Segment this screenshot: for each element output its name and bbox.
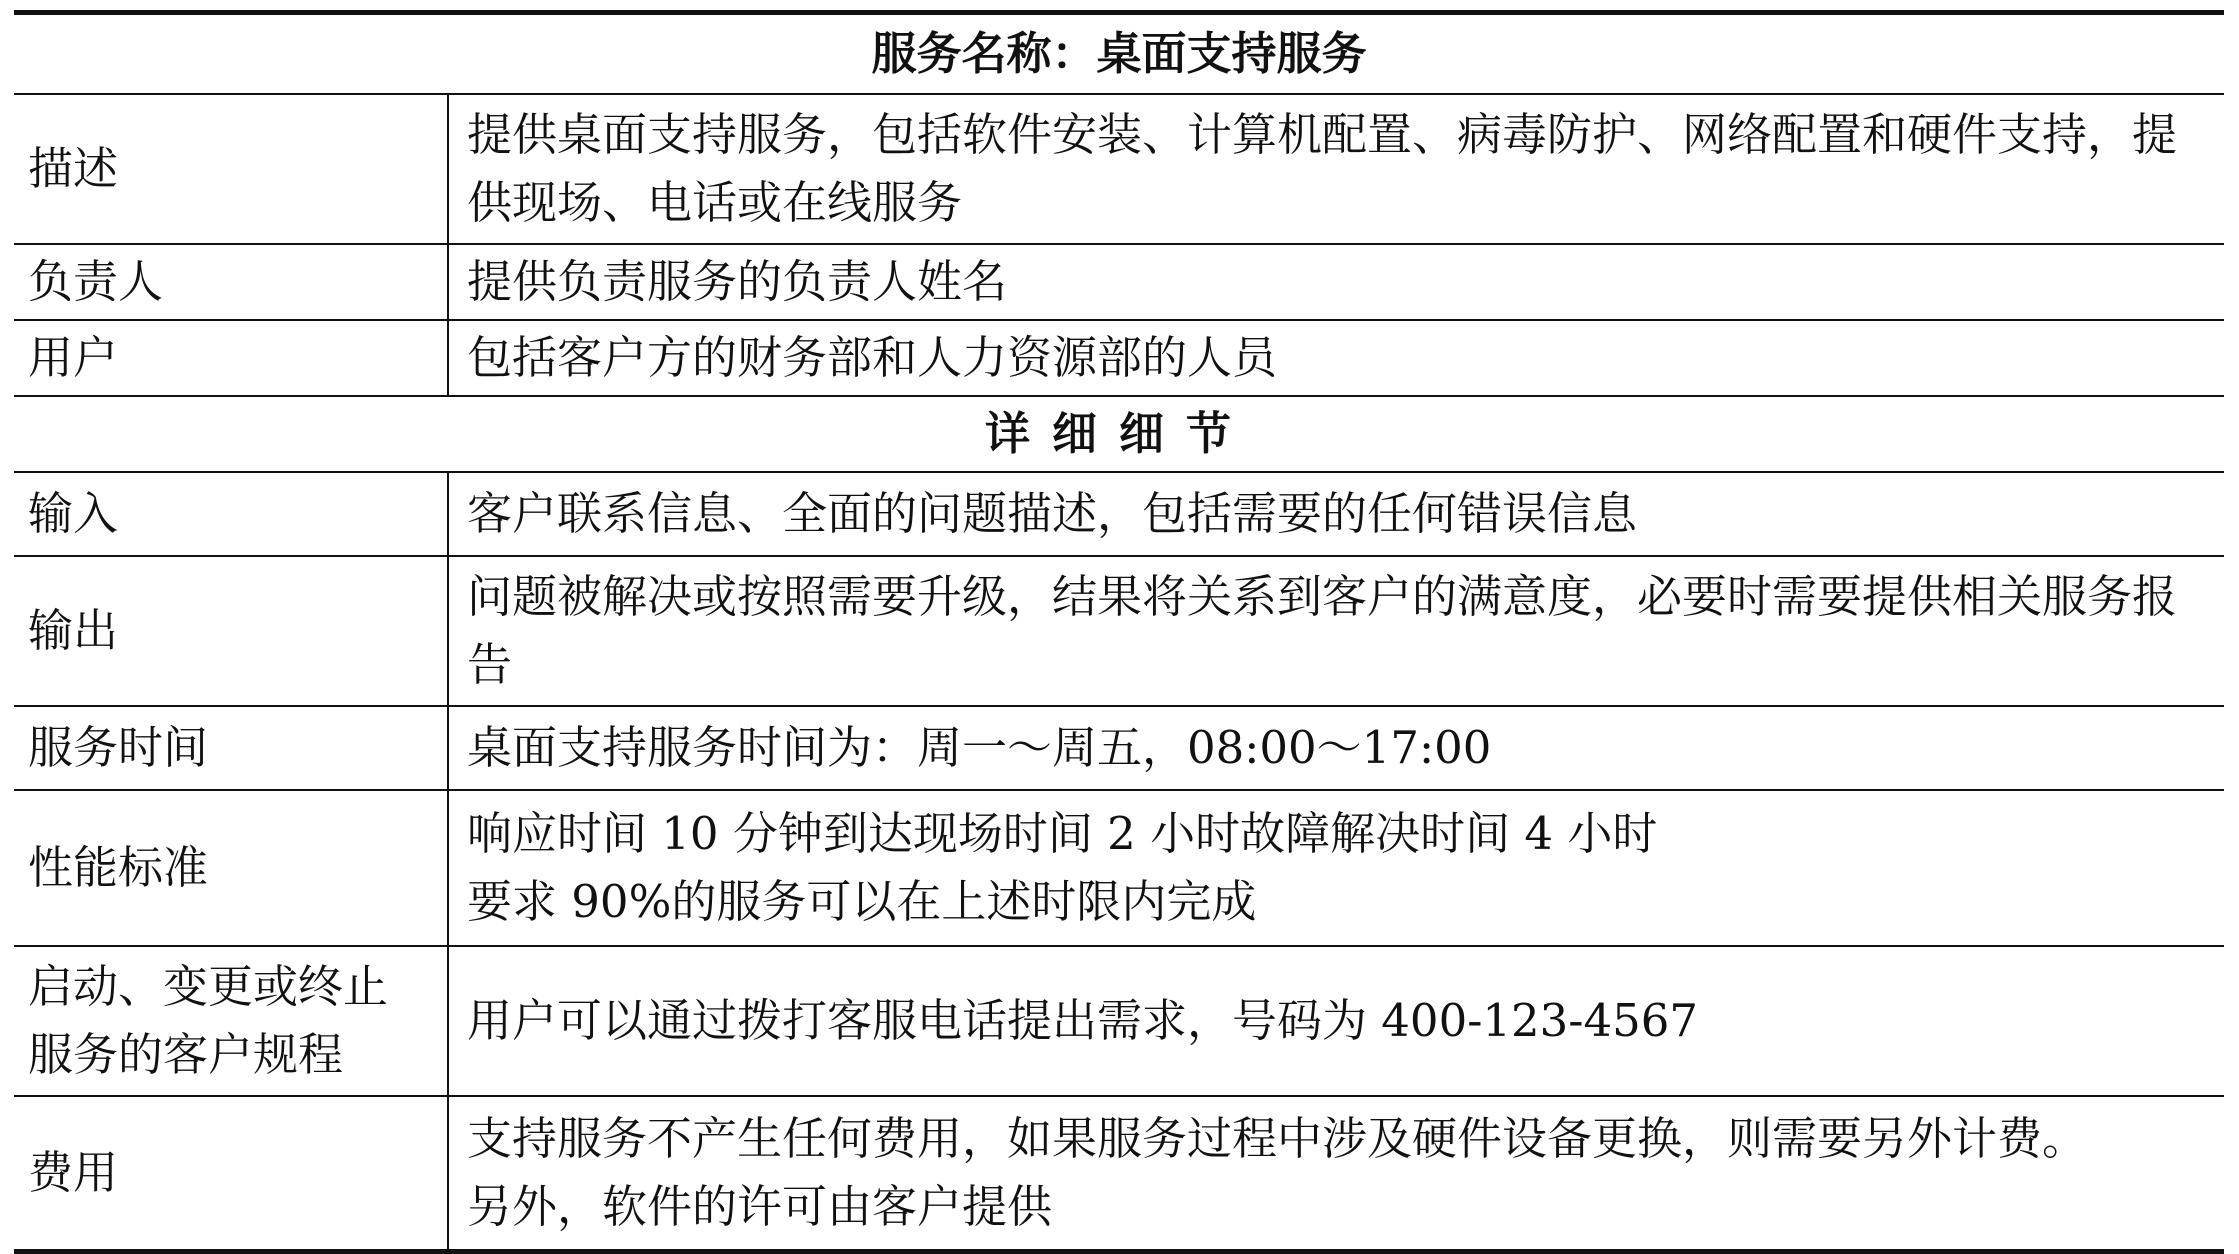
table-row-owner bbox=[14, 244, 2224, 320]
row-value-line: 支持服务不产生任何费用，如果服务过程中涉及硬件设备更换，则需要另外计费。 bbox=[467, 1112, 2088, 1165]
row-value: 桌面支持服务时间为：周一～周五，08:00～17:00 bbox=[448, 706, 2224, 790]
row-value: 问题被解决或按照需要升级，结果将关系到客户的满意度，必要时需要提供相关服务报告 bbox=[448, 556, 2224, 706]
table-row-description bbox=[14, 94, 2224, 244]
table-row-input bbox=[14, 472, 2224, 556]
row-label: 输出 bbox=[14, 556, 448, 706]
row-value bbox=[448, 790, 2224, 946]
service-name-title: 服务名称：桌面支持服务 bbox=[14, 13, 2224, 95]
table-row-service-time bbox=[14, 706, 2224, 790]
service-definition-table bbox=[14, 10, 2224, 1254]
row-value: 提供桌面支持服务，包括软件安装、计算机配置、病毒防护、网络配置和硬件支持，提供现场、电话或在线服务 bbox=[448, 94, 2224, 244]
row-value-line: 要求 90%的服务可以在上述时限内完成 bbox=[467, 875, 1257, 928]
row-label bbox=[14, 946, 448, 1096]
table-title-row bbox=[14, 13, 2224, 95]
row-value: 客户联系信息、全面的问题描述，包括需要的任何错误信息 bbox=[448, 472, 2224, 556]
section-header-row bbox=[14, 396, 2224, 472]
table-row-performance bbox=[14, 790, 2224, 946]
table-row-users bbox=[14, 320, 2224, 396]
row-value: 提供负责服务的负责人姓名 bbox=[448, 244, 2224, 320]
row-label: 用户 bbox=[14, 320, 448, 396]
row-label-line: 服务的客户规程 bbox=[28, 1028, 344, 1081]
table-row-fees bbox=[14, 1096, 2224, 1252]
row-value: 用户可以通过拨打客服电话提出需求，号码为 400-123-4567 bbox=[448, 946, 2224, 1096]
row-value-line: 另外，软件的许可由客户提供 bbox=[467, 1180, 1053, 1233]
table-row-customer-procedure bbox=[14, 946, 2224, 1096]
row-label: 负责人 bbox=[14, 244, 448, 320]
table-row-output bbox=[14, 556, 2224, 706]
row-label-line: 启动、变更或终止 bbox=[28, 960, 389, 1013]
row-value-line: 响应时间 10 分钟到达现场时间 2 小时故障解决时间 4 小时 bbox=[467, 807, 1658, 860]
section-title: 详细细节 bbox=[14, 396, 2224, 472]
row-value bbox=[448, 1096, 2224, 1252]
row-label: 性能标准 bbox=[14, 790, 448, 946]
row-label: 描述 bbox=[14, 94, 448, 244]
service-document bbox=[14, 10, 2224, 1254]
row-label: 费用 bbox=[14, 1096, 448, 1252]
row-label: 服务时间 bbox=[14, 706, 448, 790]
row-value: 包括客户方的财务部和人力资源部的人员 bbox=[448, 320, 2224, 396]
row-label: 输入 bbox=[14, 472, 448, 556]
